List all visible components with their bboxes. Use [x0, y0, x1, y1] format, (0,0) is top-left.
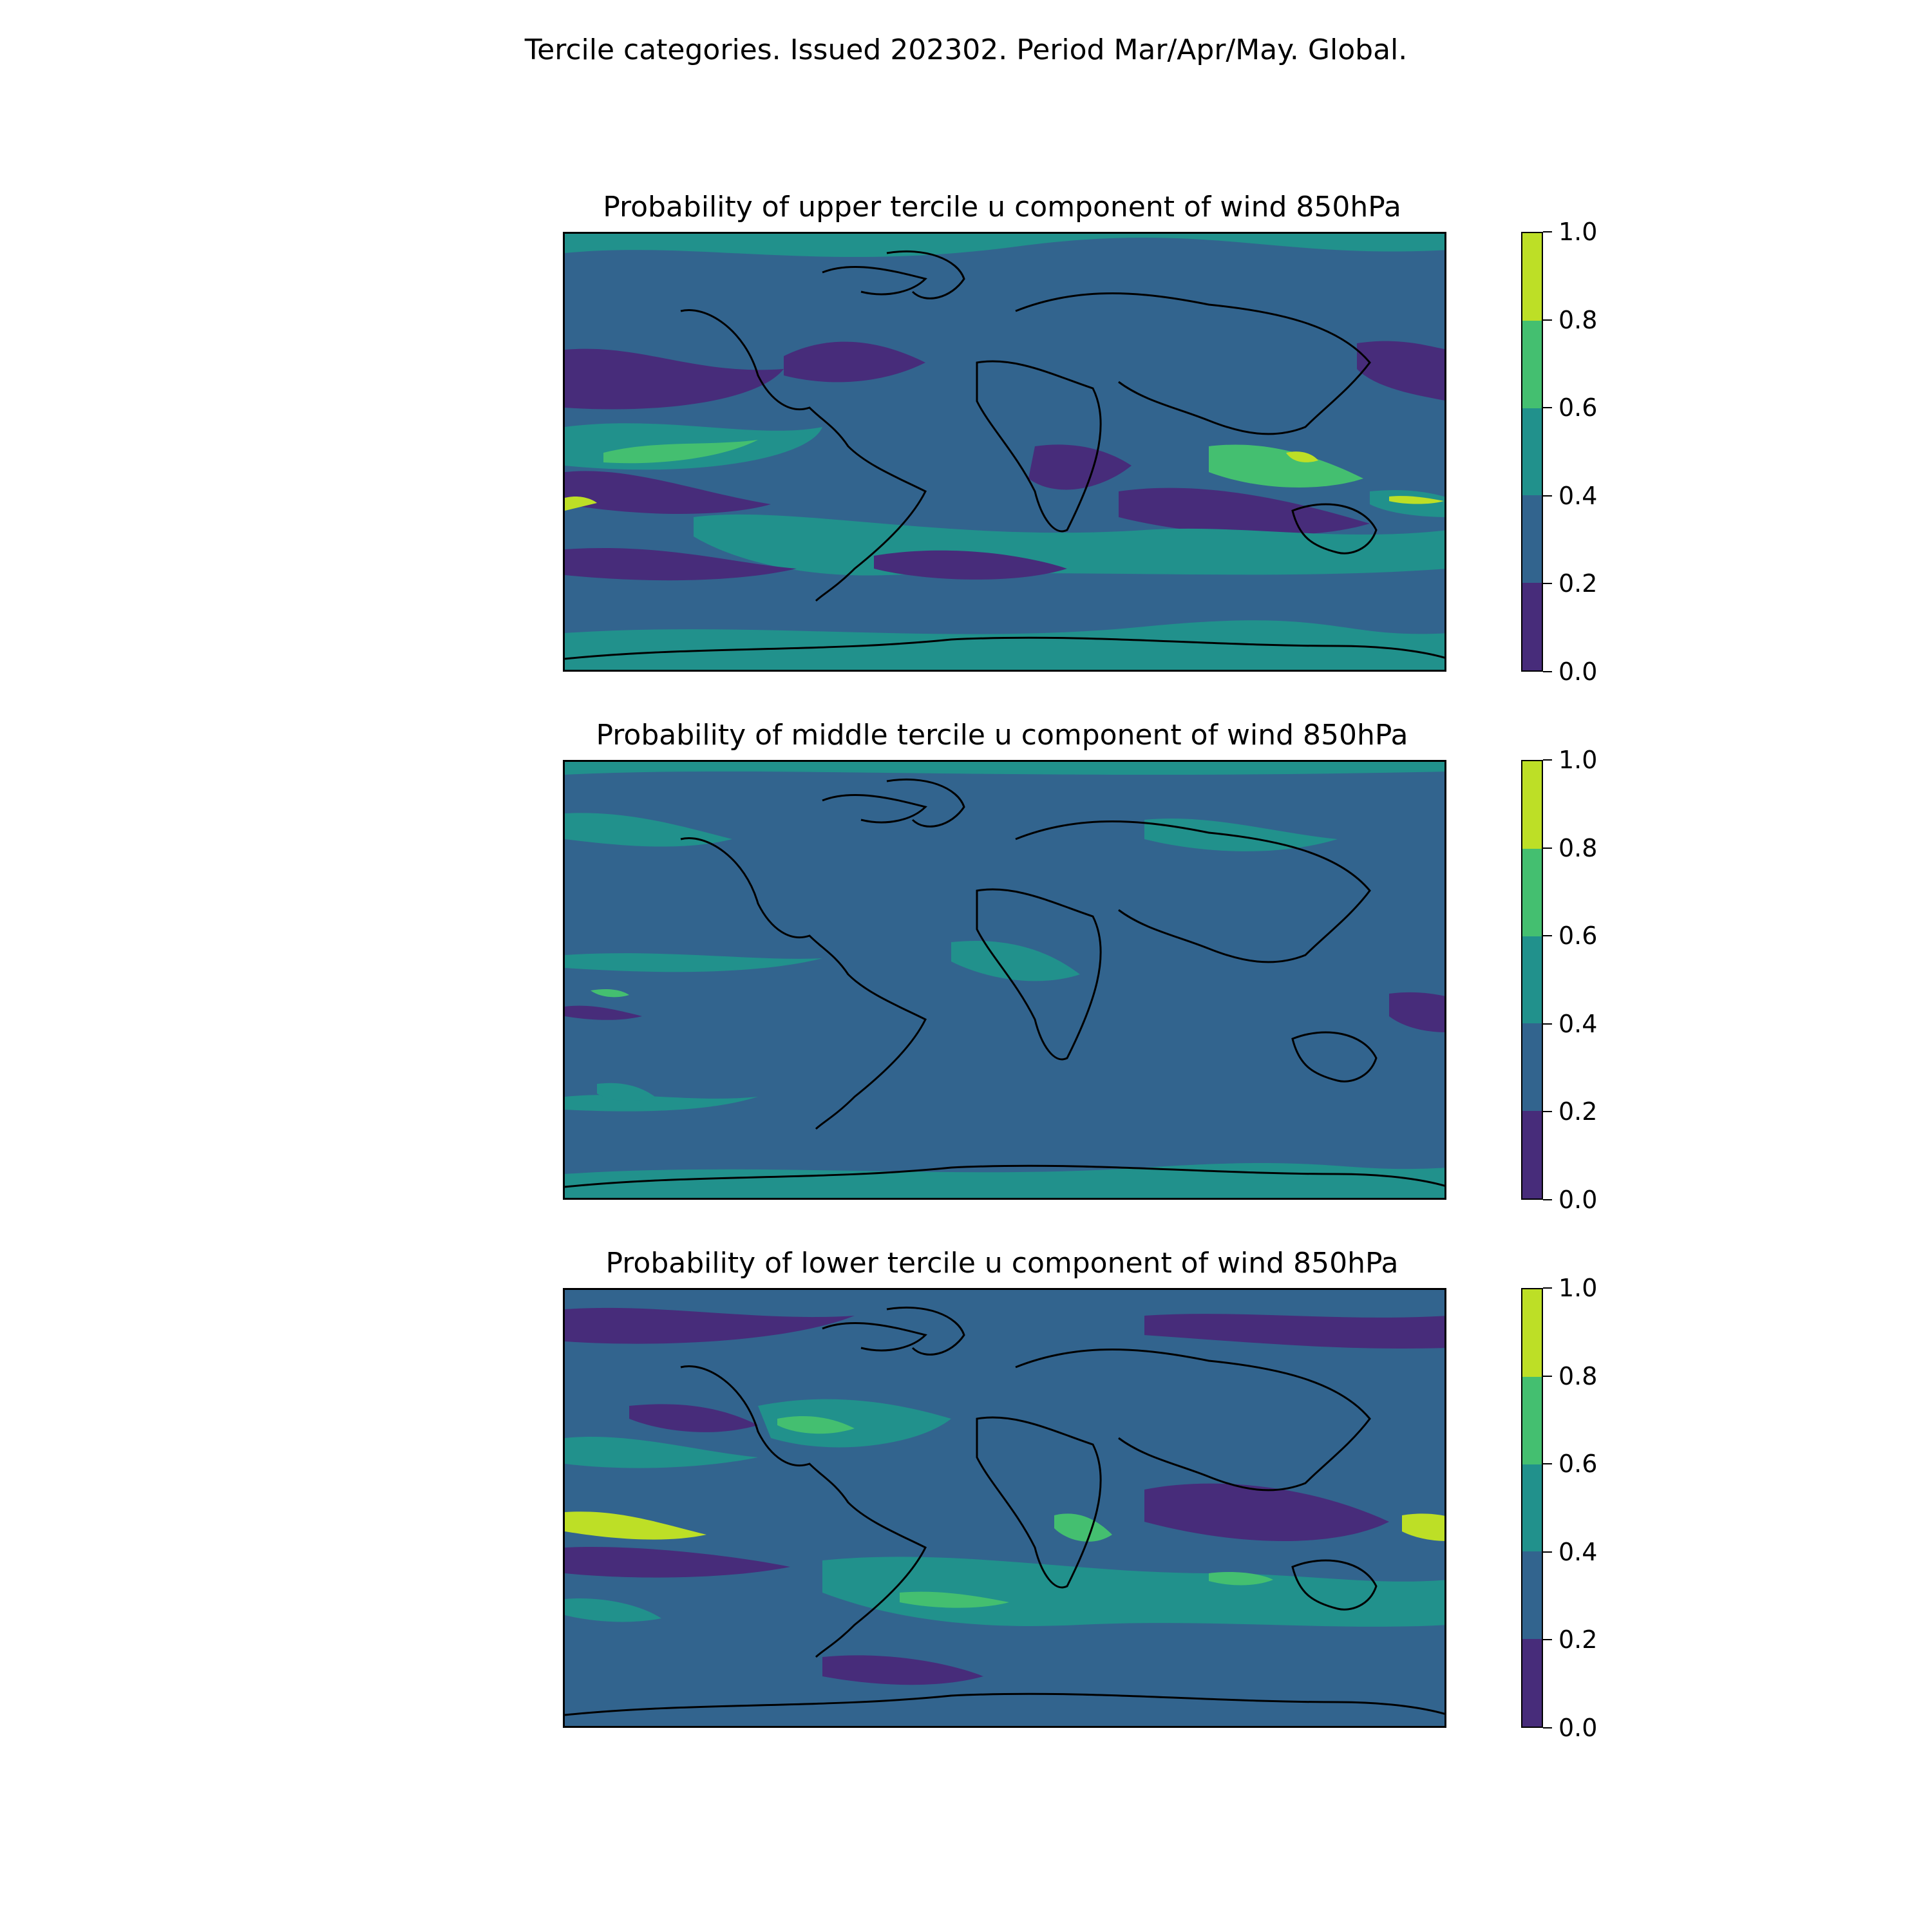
colorbar-segment — [1522, 1639, 1542, 1727]
colorbar-tick — [1543, 1111, 1552, 1112]
colorbar-upper — [1521, 232, 1543, 672]
colorbar-segment — [1522, 936, 1542, 1024]
panel-title-upper: Probability of upper tercile u component of wind 850hPa — [603, 191, 1401, 223]
panel-title-lower: Probability of lower tercile u component of wind 850hPa — [605, 1247, 1399, 1280]
colorbar-tick — [1543, 1199, 1552, 1200]
colorbar-tick — [1543, 671, 1552, 672]
colorbar-segment — [1522, 583, 1542, 670]
colorbar-tick — [1543, 759, 1552, 761]
colorbar-tick-label: 0.8 — [1558, 305, 1598, 334]
colorbar-tick — [1543, 1287, 1552, 1289]
colorbar-segment — [1522, 761, 1542, 849]
map-background — [565, 762, 1446, 1200]
colorbar-segment — [1522, 1289, 1542, 1377]
colorbar-tick-label: 0.8 — [1558, 833, 1598, 862]
colorbar-segment — [1522, 233, 1542, 321]
map-middle-tercile — [563, 760, 1446, 1200]
colorbar-tick — [1543, 1463, 1552, 1464]
colorbar-tick-label: 0.2 — [1558, 1097, 1598, 1126]
colorbar-segment — [1522, 1111, 1542, 1198]
map-lower-tercile — [563, 1288, 1446, 1728]
colorbar-tick-label: 0.0 — [1558, 658, 1598, 686]
colorbar-segment — [1522, 321, 1542, 408]
panel-title-middle: Probability of middle tercile u component of wind 850hPa — [596, 719, 1408, 752]
colorbar-lower — [1521, 1288, 1543, 1728]
colorbar-tick — [1543, 848, 1552, 849]
colorbar-tick — [1543, 495, 1552, 497]
colorbar-tick-label: 1.0 — [1558, 218, 1598, 246]
colorbar-segment — [1522, 1023, 1542, 1111]
colorbar-tick-label: 0.2 — [1558, 569, 1598, 598]
colorbar-tick-label: 0.6 — [1558, 922, 1598, 951]
colorbar-tick — [1543, 583, 1552, 584]
colorbar-segment — [1522, 1551, 1542, 1639]
colorbar-tick-label: 1.0 — [1558, 746, 1598, 774]
colorbar-segment — [1522, 495, 1542, 583]
colorbar-segment — [1522, 408, 1542, 496]
colorbar-middle — [1521, 760, 1543, 1200]
figure-suptitle: Tercile categories. Issued 202302. Period Mar/Apr/May. Global. — [524, 33, 1408, 66]
colorbar-tick-label: 0.6 — [1558, 393, 1598, 422]
colorbar-tick — [1543, 231, 1552, 232]
colorbar-tick-label: 0.4 — [1558, 1537, 1598, 1566]
colorbar-tick — [1543, 1727, 1552, 1728]
colorbar-tick — [1543, 1376, 1552, 1377]
map-upper-tercile — [563, 232, 1446, 672]
colorbar-tick-label: 0.2 — [1558, 1625, 1598, 1654]
colorbar-tick — [1543, 1023, 1552, 1025]
colorbar-tick — [1543, 1551, 1552, 1553]
colorbar-tick-label: 0.4 — [1558, 1009, 1598, 1038]
colorbar-tick — [1543, 935, 1552, 936]
colorbar-segment — [1522, 1464, 1542, 1552]
colorbar-tick-label: 0.4 — [1558, 481, 1598, 510]
colorbar-tick-label: 0.0 — [1558, 1186, 1598, 1214]
colorbar-segment — [1522, 849, 1542, 936]
colorbar-tick-label: 0.0 — [1558, 1714, 1598, 1742]
colorbar-segment — [1522, 1377, 1542, 1464]
colorbar-tick — [1543, 407, 1552, 408]
colorbar-tick-label: 1.0 — [1558, 1274, 1598, 1302]
colorbar-tick — [1543, 319, 1552, 321]
colorbar-tick-label: 0.8 — [1558, 1361, 1598, 1390]
colorbar-tick-label: 0.6 — [1558, 1450, 1598, 1479]
colorbar-tick — [1543, 1639, 1552, 1640]
